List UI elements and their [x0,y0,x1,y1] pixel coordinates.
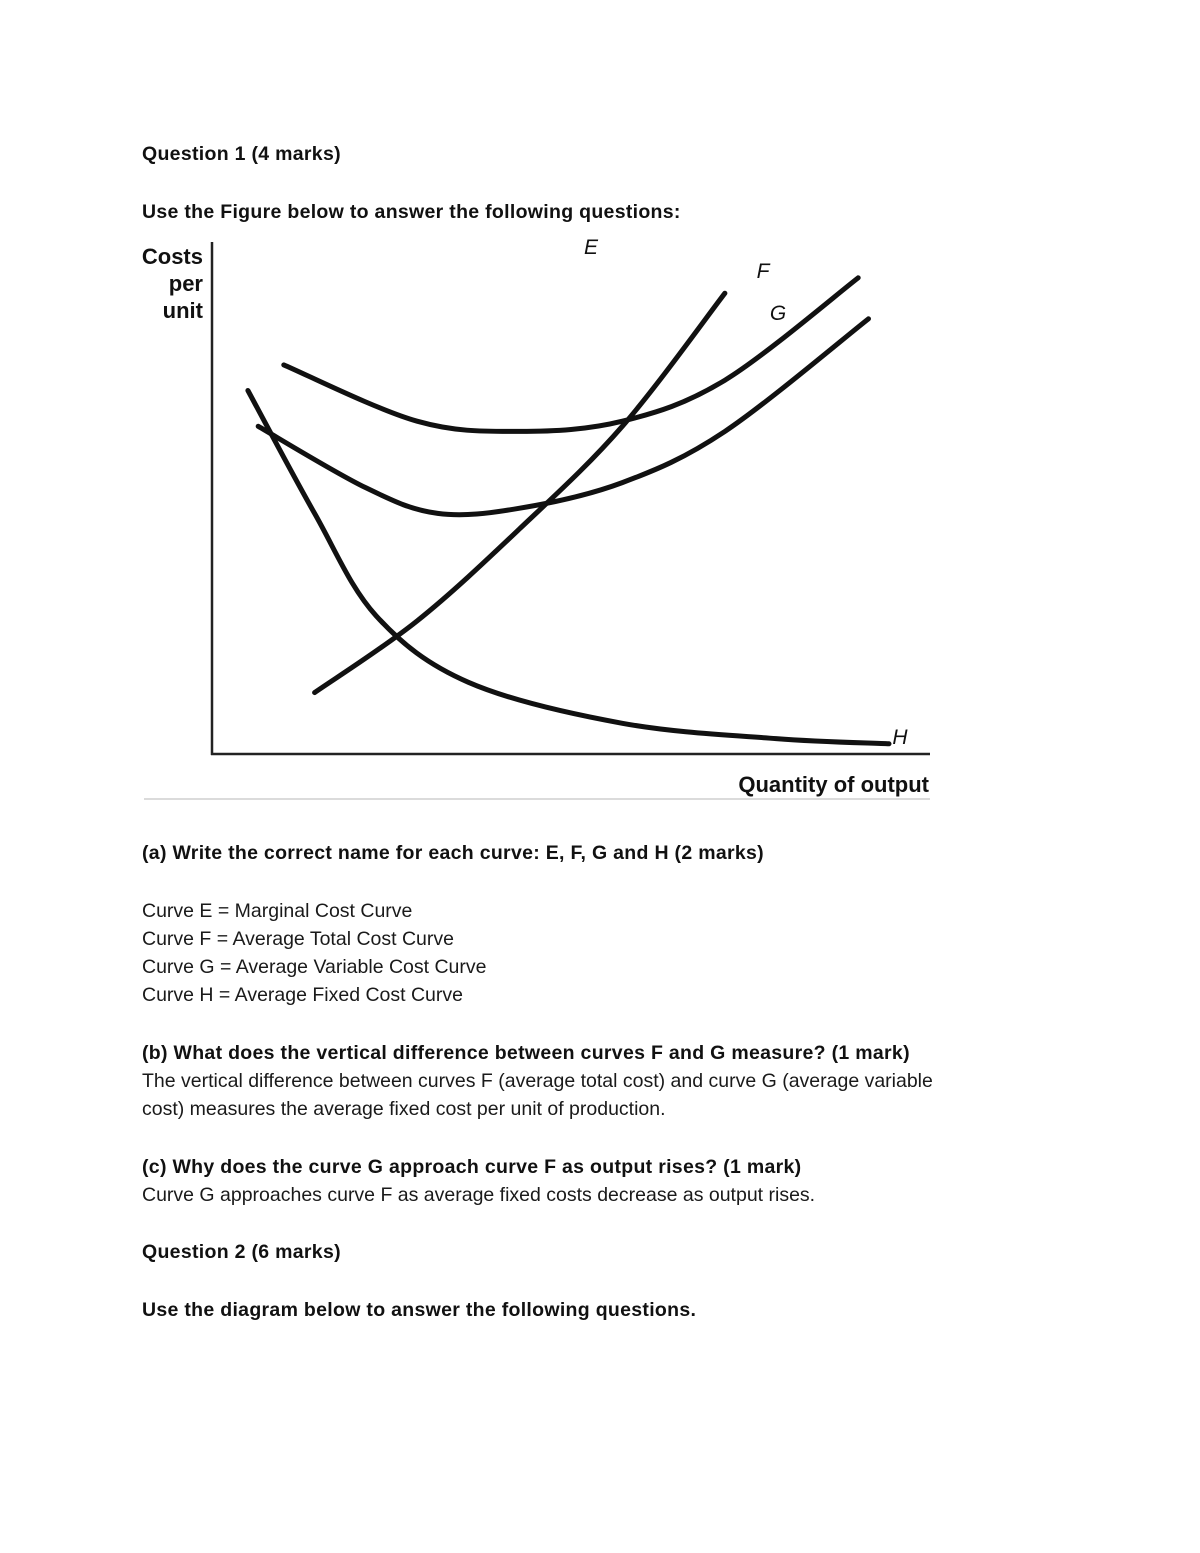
answer-curve-g: Curve G = Average Variable Cost Curve [142,956,487,978]
curve-label-g: G [769,302,787,325]
y-axis-label-line-3: unit [162,298,203,323]
part-b-answer-line-2: cost) measures the average fixed cost per unit of production. [142,1098,666,1120]
cost-curves-chart [140,232,940,807]
cost-curves-figure [140,232,940,807]
part-a-heading: (a) Write the correct name for each curve: E, F, G and H (2 marks) [142,842,764,864]
curve-label-f: F [756,260,770,283]
x-axis-label: Quantity of output [738,772,929,797]
answer-curve-e: Curve E = Marginal Cost Curve [142,900,413,922]
part-b-answer-line-1: The vertical difference between curves F (average total cost) and curve G (average variable [142,1070,933,1092]
question-2-instruction: Use the diagram below to answer the following questions. [142,1299,697,1321]
part-c-heading: (c) Why does the curve G approach curve F as output rises? (1 mark) [142,1156,802,1178]
question-1-heading: Question 1 (4 marks) [142,143,341,165]
curve-h-average-fixed-cost [248,391,889,744]
curve-label-e: E [583,236,599,259]
question-1-instruction: Use the Figure below to answer the following questions: [142,201,681,223]
part-c-answer: Curve G approaches curve F as average fixed costs decrease as output rises. [142,1184,816,1206]
part-b-heading: (b) What does the vertical difference between curves F and G measure? (1 mark) [142,1042,910,1064]
y-axis-label-line-1: Costs [141,244,203,269]
y-axis-label-line-2: per [168,271,203,296]
answer-curve-h: Curve H = Average Fixed Cost Curve [142,984,463,1006]
curve-f-average-total-cost [284,278,858,432]
question-2-heading: Question 2 (6 marks) [142,1241,341,1263]
answer-curve-f: Curve F = Average Total Cost Curve [142,928,454,950]
curve-label-h: H [892,726,908,749]
